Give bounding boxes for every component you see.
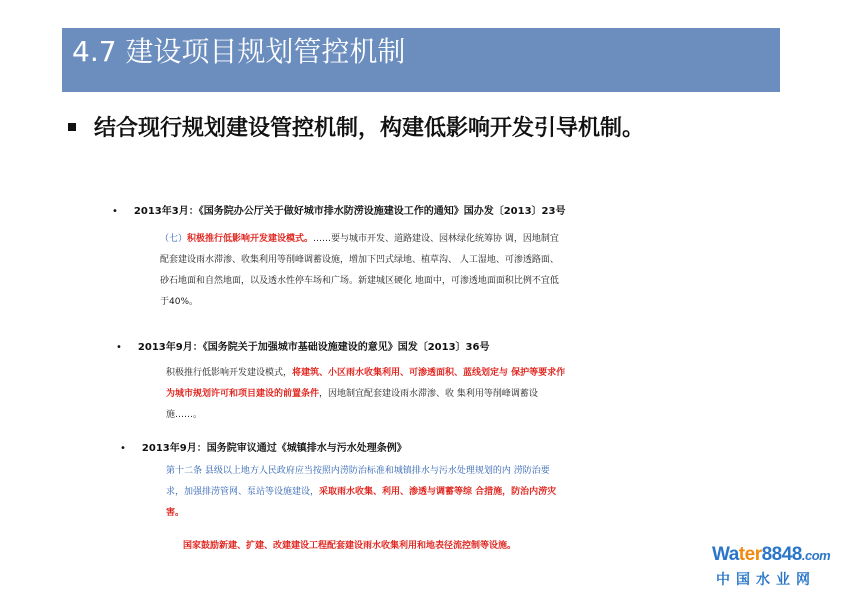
bullet-dot-icon: • bbox=[120, 443, 126, 454]
section2-line1 bbox=[166, 363, 636, 384]
main-bullet-text: 结合现行规划建设管控机制，构建低影响开发引导机制。 bbox=[94, 116, 645, 141]
section2-line3: 施……。 bbox=[166, 410, 203, 420]
section1-line2: 配套建设雨水滞渗、收集利用等削峰调蓄设施，增加下凹式绿地、植草沟、 人工湿地、可渗透路面、 bbox=[160, 255, 559, 265]
section3-note: 国家鼓励新建、扩建、改建建设工程配套建设雨水收集利用和地表径流控制等设施。 bbox=[183, 541, 517, 551]
section2-paragraph bbox=[166, 363, 636, 426]
section2-line2 bbox=[166, 384, 636, 405]
section3-line3: 害。 bbox=[166, 508, 185, 518]
title-bar bbox=[62, 28, 780, 92]
section1-line1 bbox=[160, 229, 640, 250]
section2-line2-red: 为城市规划许可和项目建设的前置条件 bbox=[166, 389, 320, 399]
bullet-dot-icon: • bbox=[112, 206, 118, 217]
section2-line1-plain: 积极推行低影响开发建设模式， bbox=[166, 368, 293, 378]
logo-cn: 中国水业网 bbox=[716, 572, 816, 588]
section2-heading bbox=[116, 341, 489, 355]
section1-heading bbox=[112, 205, 565, 219]
section3-line2 bbox=[166, 482, 636, 503]
logo-brand-num: 8848 bbox=[761, 544, 802, 565]
logo-brand bbox=[712, 544, 830, 566]
square-bullet-icon bbox=[68, 123, 76, 131]
logo-brand-suffix: .com bbox=[801, 548, 831, 563]
bullet-dot-icon: • bbox=[116, 342, 122, 353]
water8848-logo bbox=[712, 544, 840, 590]
section3-line2-red: 采取雨水收集、利用、渗透与调蓄等综 合措施，防治内涝灾 bbox=[319, 487, 557, 497]
section2-line2-plain: ，因地制宜配套建设雨水滞渗、收 集利用等削峰调蓄设 bbox=[319, 389, 538, 399]
section1-para-prefix: （七） bbox=[160, 234, 188, 244]
section3-line2-blue: 求，加强排涝管网、泵站等设施建设， bbox=[166, 487, 320, 497]
section2-heading-text: 2013年9月：《国务院关于加强城市基础设施建设的意见》国发〔2013〕36号 bbox=[137, 342, 490, 353]
section1-para-bold: 积极推行低影响开发建设模式。 bbox=[187, 234, 314, 244]
section3-line1: 第十二条 县级以上地方人民政府应当按照内涝防治标准和城镇排水与污水处理规划的内 涝防治要 bbox=[166, 466, 550, 476]
section1-line3: 砂石地面和自然地面，以及透水性停车场和广场。新建城区硬化 地面中，可渗透地面面积比例不宜低 bbox=[160, 276, 559, 286]
section1-line1-rest: ……要与城市开发、道路建设、园林绿化统筹协 调，因地制宜 bbox=[313, 234, 559, 244]
section1-line4: 于40%。 bbox=[160, 297, 199, 307]
section1-heading-text: 2013年3月：《国务院办公厅关于做好城市排水防涝设施建设工作的通知》国办发〔2013〕23号 bbox=[133, 206, 566, 217]
section3-heading-text: 2013年9月：国务院审议通过《城镇排水与污水处理条例》 bbox=[141, 443, 407, 454]
slide-title: 4.7 建设项目规划管控机制 bbox=[72, 35, 406, 68]
section3-paragraph bbox=[166, 461, 636, 524]
logo-brand-a: Wa bbox=[712, 544, 739, 565]
main-bullet bbox=[68, 114, 644, 144]
section3-heading bbox=[120, 442, 407, 456]
section2-line1-red: 将建筑、小区雨水收集利用、可渗透面积、蓝线划定与 保护等要求作 bbox=[292, 368, 566, 378]
logo-brand-b: ter bbox=[738, 544, 762, 565]
section1-paragraph bbox=[160, 229, 640, 313]
